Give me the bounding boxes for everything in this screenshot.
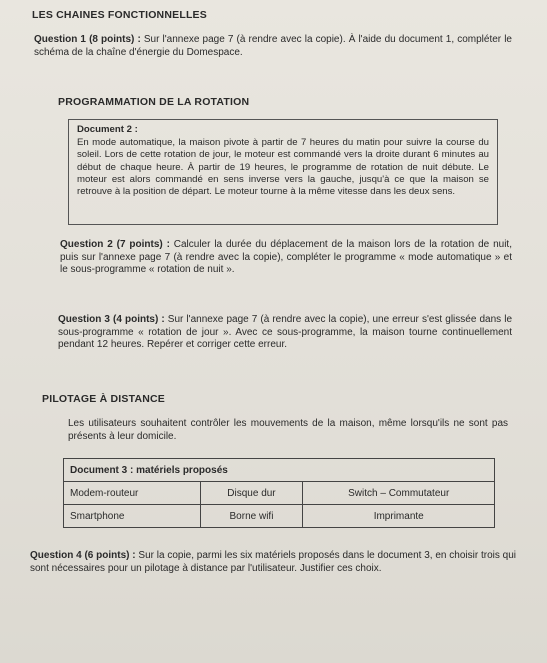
question-3 (58, 314, 512, 352)
question-2-label: Question 2 (7 points) : (60, 239, 170, 250)
table-cell: Disque dur (200, 482, 303, 505)
table-cell: Modem-routeur (64, 482, 201, 505)
document-3-title: Document 3 : matériels proposés (64, 459, 495, 482)
question-3-label: Question 3 (4 points) : (58, 314, 165, 325)
table-cell: Borne wifi (200, 505, 303, 528)
question-1-text: Sur l'annexe page 7 (à rendre avec la copie). À l'aide du document 1, compléter le schéma de la chaîne d'énergie du Domespace. (34, 34, 512, 58)
pilotage-intro: Les utilisateurs souhaitent contrôler les mouvements de la maison, même lorsqu'ils ne sont pas présents à leur domicile. (68, 418, 508, 442)
table-row (64, 505, 495, 528)
section-heading-pilotage: PILOTAGE À DISTANCE (42, 393, 165, 405)
table-cell: Imprimante (303, 505, 495, 528)
question-4-label: Question 4 (6 points) : (30, 550, 136, 561)
document-2-text: En mode automatique, la maison pivote à partir de 7 heures du matin pour suivre la course du soleil. Lors de cette rotation de jour, le moteur est commandé vers la droite durant 6 minutes au début de chaque heure. À partir de 19 heures, le programme de rotation de nuit débute. Le moteur est alors commandé en sens inverse vers la gauche, jusqu'à ce que la maison se retrouve à la position de départ. Le moteur tourne à la même vitesse dans les deux sens. (77, 137, 489, 198)
question-2 (60, 239, 512, 277)
section-heading-chaines: LES CHAINES FONCTIONNELLES (32, 9, 207, 21)
question-4 (30, 550, 516, 575)
question-3-text: Sur l'annexe page 7 (à rendre avec la copie), une erreur s'est glissée dans le sous-programme « rotation de jour ». Avec ce sous-programme, la maison tourne continuellement pendant 12 heures. Repérer et corriger cette erreur. (58, 314, 513, 350)
question-2-text: Calculer la durée du déplacement de la maison lors de la rotation de nuit, puis sur l'annexe page 7 (à rendre avec la copie), compléter le programme « mode automatique » et le sous-programme « rotation de nuit ». (60, 239, 512, 275)
document-2-box (68, 119, 498, 225)
question-1 (34, 34, 512, 59)
question-4-text: Sur la copie, parmi les six matériels proposés dans le document 3, en choisir trois qui sont nécessaires pour un pilotage à distance par l'utilisateur. Justifier ces choix. (30, 550, 516, 574)
table-cell: Smartphone (64, 505, 201, 528)
section-heading-rotation: PROGRAMMATION DE LA ROTATION (58, 96, 250, 108)
table-cell: Switch – Commutateur (303, 482, 495, 505)
document-2-title: Document 2 : (77, 124, 138, 135)
document-3-table (63, 458, 495, 528)
question-1-label: Question 1 (8 points) : (34, 34, 141, 45)
table-row (64, 482, 495, 505)
